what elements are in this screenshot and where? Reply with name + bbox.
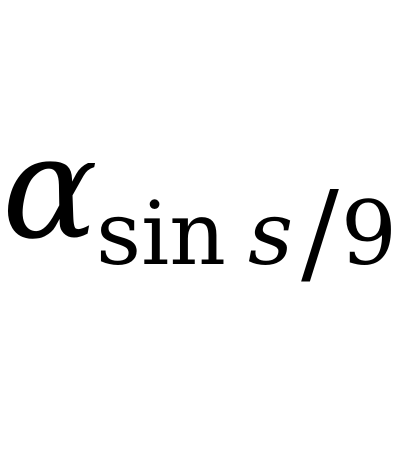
alpha-symbol: α (2, 106, 98, 271)
division-slash: / (301, 168, 339, 298)
subscript-variable: s (247, 182, 294, 285)
subscript-divisor: 9 (340, 182, 397, 285)
subscript-expression (96, 168, 397, 300)
sine-function: sin (96, 182, 226, 285)
